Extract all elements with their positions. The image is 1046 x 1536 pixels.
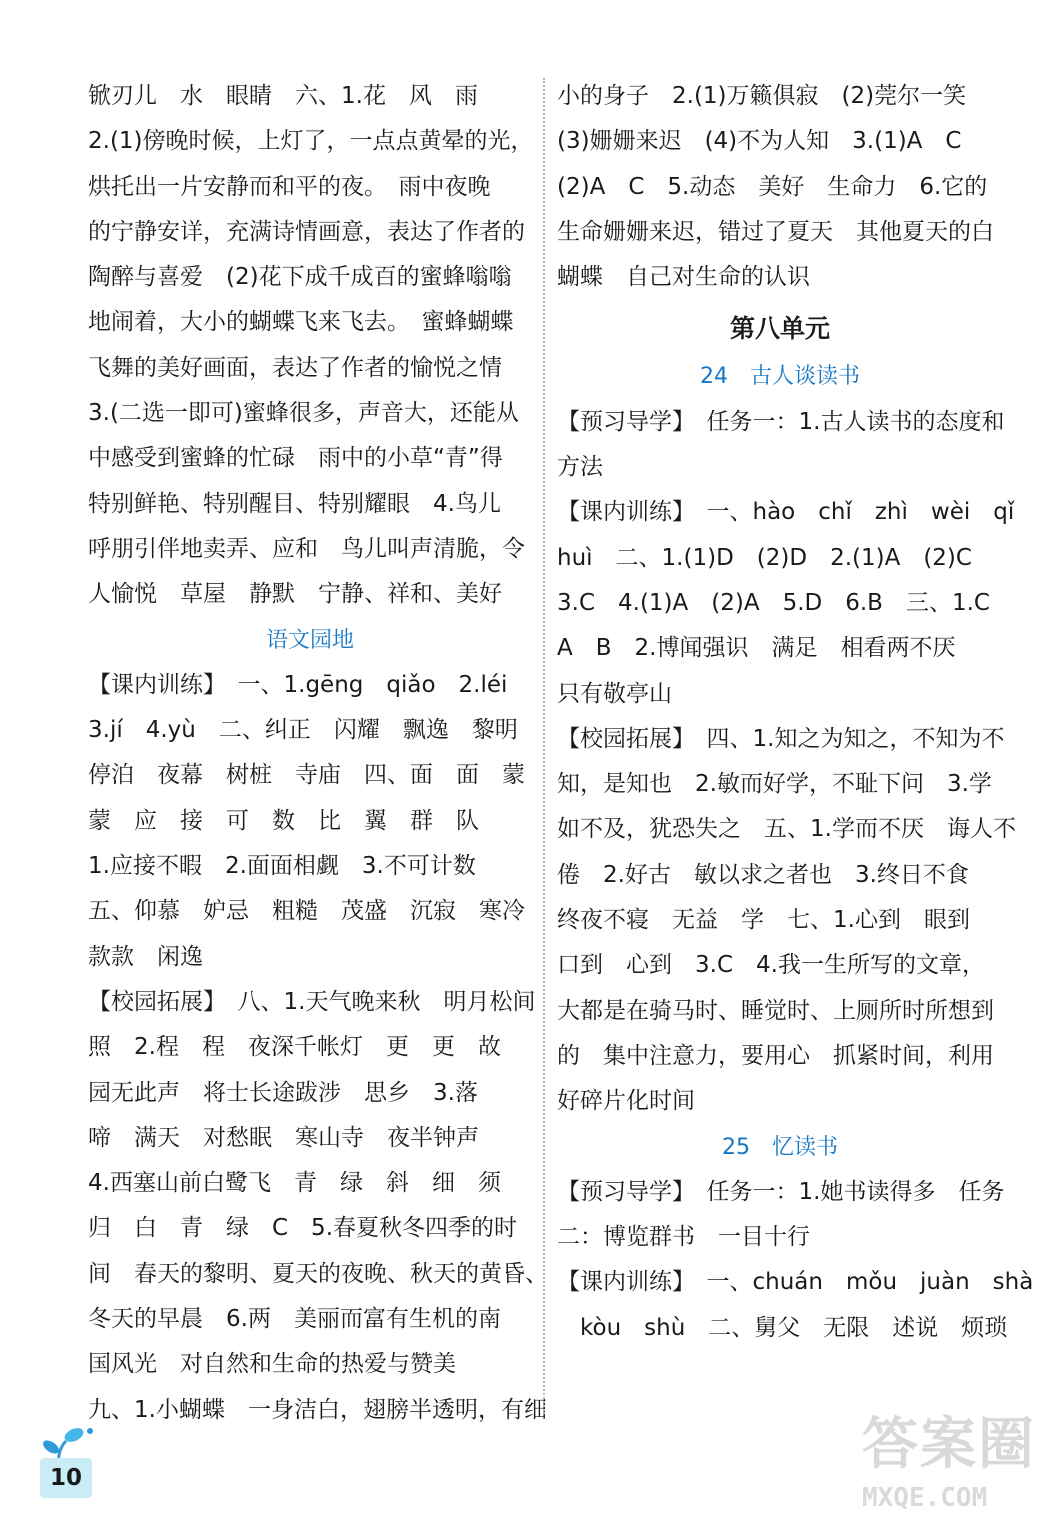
text-line: 蒙 应 接 可 数 比 翼 群 队 <box>88 807 479 834</box>
text-line: 口到 心到 3.C 4.我一生所写的文章， <box>557 952 985 979</box>
text-line: 特别鲜艳、特别醒目、特别耀眼 4.鸟儿 <box>88 490 501 517</box>
text-line: 【预习导学】 任务一：1.古人读书的态度和 <box>557 408 1005 435</box>
section-heading: 24 古人谈读书 <box>700 364 860 390</box>
text-line: 的 集中注意力，要用心 抓紧时间，利用 <box>557 1042 994 1069</box>
text-line: 【预习导学】 任务一：1.她书读得多 任务 <box>557 1178 1005 1205</box>
text-line: 人愉悦 草屋 静默 宁静、祥和、美好 <box>88 581 502 608</box>
text-line: 二：博览群书 一目十行 <box>557 1224 810 1251</box>
text-line: 【课内训练】 一、1.gēng qiǎo 2.léi <box>88 671 508 698</box>
text-line: kòu shù 二、舅父 无限 述说 烦琐 <box>557 1314 1008 1341</box>
section-heading: 25 忆读书 <box>722 1134 838 1160</box>
text-line: 终夜不寝 无益 学 七、1.心到 眼到 <box>557 907 970 934</box>
text-line: 【校园拓展】 四、1.知之为知之，不知为不 <box>557 725 1005 752</box>
text-line: 1.应接不暇 2.面面相觑 3.不可计数 <box>88 853 476 880</box>
text-line: 【课内训练】 一、hào chǐ zhì wèi qǐ <box>557 499 1015 526</box>
text-line: A B 2.博闻强识 满足 相看两不厌 <box>557 635 956 662</box>
text-line: 4.西塞山前白鹭飞 青 绿 斜 细 须 <box>88 1170 501 1197</box>
text-line: 啼 满天 对愁眠 寒山寺 夜半钟声 <box>88 1124 479 1151</box>
text-line: 中感受到蜜蜂的忙碌 雨中的小草“青”得 <box>88 445 503 472</box>
text-line: 倦 2.好古 敏以求之者也 3.终日不食 <box>557 861 969 888</box>
text-line: 九、1.小蝴蝶 一身洁白，翅膀半透明，有细 <box>88 1396 547 1423</box>
text-line: 好碎片化时间 <box>557 1088 695 1115</box>
unit-title: 第八单元 <box>729 314 830 344</box>
text-line: 园无此声 将士长途跋涉 思乡 3.落 <box>88 1079 478 1106</box>
watermark-logo: 答案圈 <box>862 1412 1036 1477</box>
text-line: 小的身子 2.(1)万籁俱寂 (2)莞尔一笑 <box>557 83 967 109</box>
text-line: 款款 闲逸 <box>88 943 203 970</box>
text-line: 的宁静安详，充满诗情画意，表达了作者的 <box>88 218 525 245</box>
text-line: 烘托出一片安静而和平的夜。 雨中夜晚 <box>88 173 491 200</box>
text-line: 飞舞的美好画面，表达了作者的愉悦之情 <box>88 354 502 381</box>
section-heading: 语文园地 <box>265 627 354 653</box>
text-line: 呼朋引伴地卖弄、应和 鸟儿叫声清脆，令 <box>88 535 525 562</box>
text-line: (3)姗姗来迟 (4)不为人知 3.(1)A C <box>557 128 962 155</box>
text-line: 3.C 4.(1)A (2)A 5.D 6.B 三、1.C <box>557 589 990 616</box>
text-line: 归 白 青 绿 C 5.春夏秋冬四季的时 <box>88 1215 518 1242</box>
text-line: 知，是知也 2.敏而好学，不耻下问 3.学 <box>557 771 992 798</box>
watermark <box>862 1410 1042 1530</box>
text-line: 3.(二选一即可)蜜蜂很多，声音大，还能从 <box>88 400 519 427</box>
text-line: 间 春天的黎明、夏天的夜晚、秋天的黄昏、 <box>88 1260 548 1287</box>
text-line: 2.(1)傍晚时候，上灯了，一点点黄晕的光， <box>88 128 534 155</box>
column-divider <box>543 78 545 1414</box>
text-line: 生命姗姗来迟，错过了夏天 其他夏天的白 <box>557 218 994 245</box>
text-line: (2)A C 5.动态 美好 生命力 6.它的 <box>557 173 988 200</box>
text-line: 大都是在骑马时、睡觉时、上厕所时所想到 <box>557 997 994 1024</box>
text-line: huì 二、1.(1)D (2)D 2.(1)A (2)C <box>557 544 972 571</box>
text-line: 锨刃儿 水 眼睛 六、1.花 风 雨 <box>88 83 478 109</box>
right-column <box>557 74 1034 1351</box>
text-line: 如不及，犹恐失之 五、1.学而不厌 诲人不 <box>557 816 1016 843</box>
text-line: 【课内训练】 一、chuán mǒu juàn shà <box>557 1269 1034 1296</box>
text-line: 停泊 夜幕 树桩 寺庙 四、面 面 蒙 <box>88 762 525 789</box>
text-line: 照 2.程 程 夜深千帐灯 更 更 故 <box>88 1034 501 1061</box>
text-line: 只有敬亭山 <box>557 680 672 707</box>
text-line: 【校园拓展】 八、1.天气晚来秋 明月松间 <box>88 988 536 1015</box>
page-number: 10 <box>40 1458 92 1498</box>
text-line: 3.jí 4.yù 二、纠正 闪耀 飘逸 黎明 <box>88 717 518 744</box>
text-line: 方法 <box>557 454 603 481</box>
text-line: 陶醉与喜爱 (2)花下成千成百的蜜蜂嗡嗡 <box>88 264 512 291</box>
left-column <box>88 74 548 1433</box>
text-line: 冬天的早晨 6.两 美丽而富有生机的南 <box>88 1306 501 1333</box>
watermark-url: MXQE.COM <box>862 1483 988 1513</box>
text-line: 地闹着，大小的蝴蝶飞来飞去。 蜜蜂蝴蝶 <box>88 309 514 336</box>
text-line: 国风光 对自然和生命的热爱与赞美 <box>88 1351 456 1378</box>
text-line: 五、仰慕 妒忌 粗糙 茂盛 沉寂 寒冷 <box>88 898 525 925</box>
text-line: 蝴蝶 自己对生命的认识 <box>557 264 810 291</box>
